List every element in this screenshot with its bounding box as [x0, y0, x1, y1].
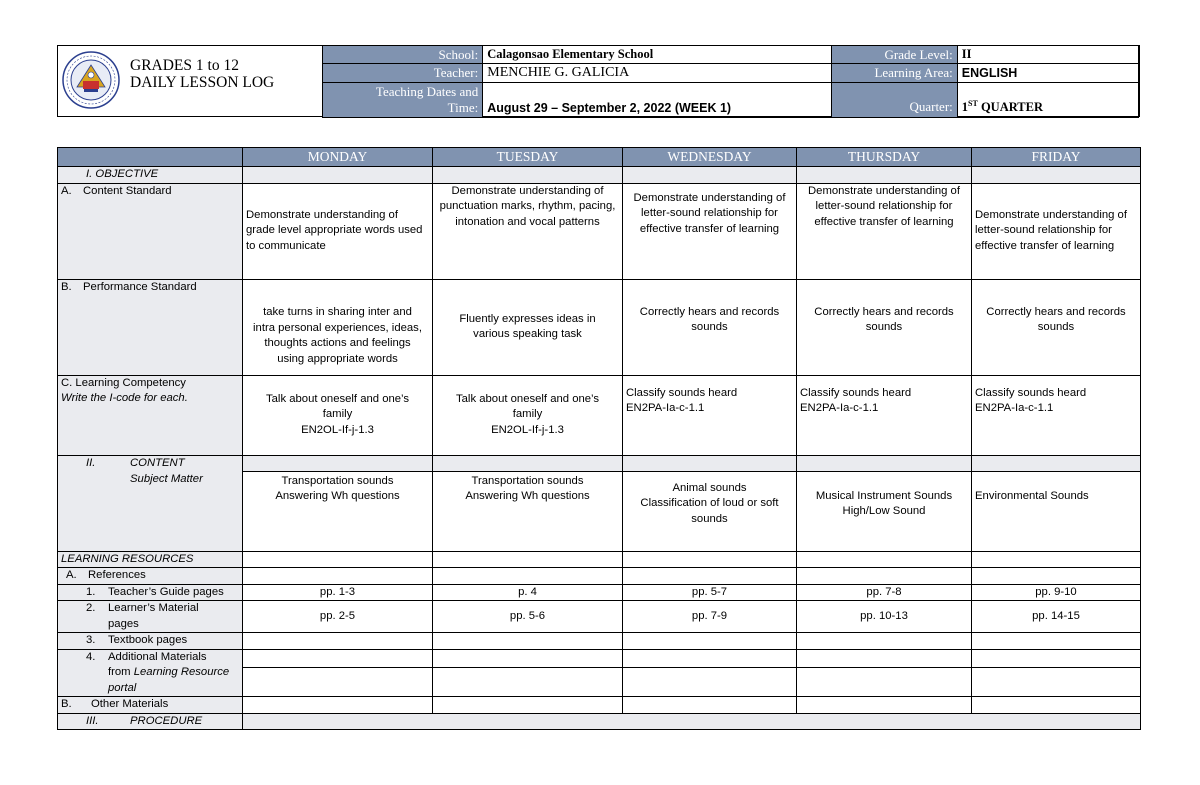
content-standard-row [58, 183, 1141, 279]
lesson-log-header [57, 45, 1140, 117]
table-cell [623, 471, 797, 551]
day-friday: FRIDAY [972, 148, 1141, 167]
table-cell [433, 471, 623, 551]
table-cell [972, 375, 1141, 455]
label-text: CONTENT [130, 456, 185, 469]
table-cell [797, 649, 972, 668]
label-text [108, 650, 239, 697]
dates-label-line2: Time: [447, 100, 479, 115]
cell-line: Environmental Sounds [975, 489, 1089, 502]
label-number: III. [86, 714, 99, 727]
table-cell [972, 633, 1141, 650]
dates-label-line1: Teaching Dates and [375, 84, 479, 99]
table-cell [433, 551, 623, 568]
performance-standard-label [58, 279, 243, 375]
textbook-row [58, 633, 1141, 650]
lesson-log-table [57, 147, 1141, 730]
table-cell [623, 167, 797, 184]
table-cell: pp. 1-3 [243, 584, 433, 601]
label-number: II. [86, 456, 96, 469]
competency-row [58, 375, 1141, 455]
label-text: Content Standard [83, 184, 172, 197]
table-cell [623, 455, 797, 471]
table-cell [243, 697, 433, 714]
learning-resources-label: LEARNING RESOURCES [58, 551, 243, 568]
table-cell [433, 375, 623, 455]
grade-value: II [957, 46, 1138, 64]
cell-line: Talk about oneself and one’s family [266, 392, 409, 421]
references-label [58, 568, 243, 585]
quarter-value [957, 83, 1138, 118]
table-cell [972, 568, 1141, 585]
table-cell: pp. 9-10 [972, 584, 1141, 601]
label-number: 3. [86, 634, 96, 646]
table-cell [243, 668, 433, 697]
table-cell: pp. 14-15 [972, 601, 1141, 633]
table-cell [243, 375, 433, 455]
table-cell [433, 668, 623, 697]
table-cell [623, 633, 797, 650]
cell-line: EN2PA-Ia-c-1.1 [975, 402, 1054, 414]
cell-line: Classification of loud or soft sounds [640, 497, 779, 525]
school-label: School: [323, 46, 483, 64]
teachers-guide-label [58, 584, 243, 601]
additional-materials-row-1 [58, 649, 1141, 668]
other-materials-row [58, 697, 1141, 714]
table-cell: Demonstrate understanding of letter-sound relationship for effective transfer of learning [797, 183, 972, 279]
table-cell [972, 167, 1141, 184]
day-header-row [58, 148, 1141, 167]
area-label: Learning Area: [832, 64, 958, 83]
grade-label: Grade Level: [832, 46, 958, 64]
corner-cell [58, 148, 243, 167]
table-cell: pp. 5-6 [433, 601, 623, 633]
label-line1: Additional Materials [108, 650, 207, 663]
table-cell: pp. 10-13 [797, 601, 972, 633]
label-number: A. [66, 569, 77, 581]
table-cell [797, 551, 972, 568]
cell-line: Classify sounds heard [800, 386, 912, 399]
teacher-value: MENCHIE G. GALICIA [483, 64, 832, 83]
table-cell [797, 568, 972, 585]
table-cell: p. 4 [433, 584, 623, 601]
table-cell: Correctly hears and records sounds [797, 279, 972, 375]
table-cell [797, 697, 972, 714]
table-cell [243, 455, 433, 471]
cell-line: Answering Wh questions [275, 490, 400, 502]
cell-line: Transportation sounds [281, 474, 394, 487]
form-title [130, 57, 274, 91]
cell-line: Transportation sounds [471, 474, 584, 487]
textbook-label [58, 633, 243, 650]
table-cell [972, 668, 1141, 697]
table-cell [797, 471, 972, 551]
table-cell [623, 568, 797, 585]
dates-value: August 29 – September 2, 2022 (WEEK 1) [483, 83, 832, 118]
cell-line: EN2OL-If-j-1.3 [301, 423, 374, 436]
content-header-row [58, 455, 1141, 471]
header-info-table [322, 45, 1139, 118]
table-cell: take turns in sharing inter and intra personal experiences, ideas, thoughts actions and feelings using appropriate words [243, 279, 433, 375]
label-number: A. [61, 184, 72, 197]
table-cell [623, 551, 797, 568]
dates-label [323, 83, 483, 118]
table-cell [433, 633, 623, 650]
quarter-suffix: ST [968, 98, 978, 108]
table-cell: Demonstrate understanding of letter-sound relationship for effective transfer of learning [623, 183, 797, 279]
table-cell [623, 649, 797, 668]
label-text: C. Learning Competency [61, 376, 186, 389]
learners-material-row [58, 601, 1141, 633]
table-cell [623, 375, 797, 455]
label-text: Other Materials [91, 698, 169, 710]
label-text: Performance Standard [83, 280, 197, 293]
label-subtext: Subject Matter [130, 473, 203, 485]
cell-line: Classify sounds heard [975, 386, 1087, 399]
form-title-line2: DAILY LESSON LOG [130, 74, 275, 91]
table-cell [972, 551, 1141, 568]
cell-line: Answering Wh questions [465, 490, 590, 502]
table-cell: Demonstrate understanding of letter-sound relationship for effective transfer of learning [972, 183, 1141, 279]
objective-label: I. OBJECTIVE [58, 167, 243, 184]
label-text: Learner’s Material pages [108, 602, 199, 630]
procedure-row [58, 713, 1141, 730]
table-cell: Demonstrate understanding of punctuation marks, rhythm, pacing, intonation and vocal patterns [433, 183, 623, 279]
table-cell [243, 167, 433, 184]
table-cell: Fluently expresses ideas in various speaking task [433, 279, 623, 375]
table-cell [243, 551, 433, 568]
day-wednesday: WEDNESDAY [623, 148, 797, 167]
quarter-text: QUARTER [977, 100, 1044, 114]
table-cell [972, 455, 1141, 471]
table-cell [243, 633, 433, 650]
table-cell [797, 167, 972, 184]
teacher-label: Teacher: [323, 64, 483, 83]
table-cell [433, 649, 623, 668]
label-italic: Learning Resource portal [108, 666, 230, 694]
table-cell [433, 455, 623, 471]
form-title-line1: GRADES 1 to 12 [130, 57, 239, 74]
day-tuesday: TUESDAY [433, 148, 623, 167]
table-cell: Demonstrate understanding of grade level appropriate words used to communicate [243, 183, 433, 279]
content-standard-label [58, 183, 243, 279]
cell-line: EN2OL-If-j-1.3 [491, 423, 564, 436]
cell-line: EN2PA-Ia-c-1.1 [626, 402, 705, 414]
table-cell [972, 471, 1141, 551]
table-cell [433, 697, 623, 714]
learners-material-label [58, 601, 243, 633]
table-cell [797, 455, 972, 471]
table-cell [972, 649, 1141, 668]
day-monday: MONDAY [243, 148, 433, 167]
cell-line: Musical Instrument Sounds [815, 489, 953, 502]
performance-standard-row [58, 279, 1141, 375]
table-cell: pp. 7-8 [797, 584, 972, 601]
other-materials-label [58, 697, 243, 714]
competency-label [58, 375, 243, 455]
day-thursday: THURSDAY [797, 148, 972, 167]
cell-line: Animal sounds [672, 481, 747, 494]
table-cell [433, 568, 623, 585]
school-value: Calagonsao Elementary School [483, 46, 832, 64]
table-cell: pp. 7-9 [623, 601, 797, 633]
table-cell: Correctly hears and records sounds [972, 279, 1141, 375]
table-cell [972, 697, 1141, 714]
table-cell [797, 668, 972, 697]
table-cell [623, 668, 797, 697]
table-cell [243, 649, 433, 668]
quarter-label: Quarter: [832, 83, 958, 118]
quarter-number: 1 [961, 100, 969, 114]
table-cell [623, 697, 797, 714]
table-cell: Correctly hears and records sounds [623, 279, 797, 375]
table-cell [243, 471, 433, 551]
table-cell: pp. 2-5 [243, 601, 433, 633]
table-cell [797, 633, 972, 650]
label-text: PROCEDURE [130, 714, 203, 727]
label-text: Teacher’s Guide pages [108, 585, 224, 598]
cell-line: Talk about oneself and one’s family [456, 392, 599, 421]
label-number: B. [61, 280, 72, 293]
teachers-guide-row [58, 584, 1141, 601]
references-row [58, 568, 1141, 585]
cell-line: Classify sounds heard [626, 386, 738, 399]
deped-seal-icon [62, 51, 120, 109]
label-number: 4. [86, 650, 96, 663]
objective-row [58, 167, 1141, 184]
table-cell: pp. 5-7 [623, 584, 797, 601]
procedure-label [58, 713, 243, 730]
area-value: ENGLISH [957, 64, 1138, 83]
learning-resources-row [58, 551, 1141, 568]
table-cell [433, 167, 623, 184]
table-cell [797, 375, 972, 455]
label-text: Textbook pages [108, 634, 188, 646]
cell-line: EN2PA-Ia-c-1.1 [800, 402, 879, 414]
procedure-cell [243, 713, 1141, 730]
label-line2: from [108, 666, 134, 678]
label-number: 1. [86, 585, 96, 598]
label-subtext: Write the I-code for each. [61, 392, 188, 404]
label-number: 2. [86, 602, 96, 614]
label-text: References [88, 569, 146, 581]
cell-line: High/Low Sound [842, 505, 926, 517]
additional-materials-label [58, 649, 243, 697]
content-label [58, 455, 243, 551]
table-cell [243, 568, 433, 585]
label-number: B. [61, 698, 72, 710]
